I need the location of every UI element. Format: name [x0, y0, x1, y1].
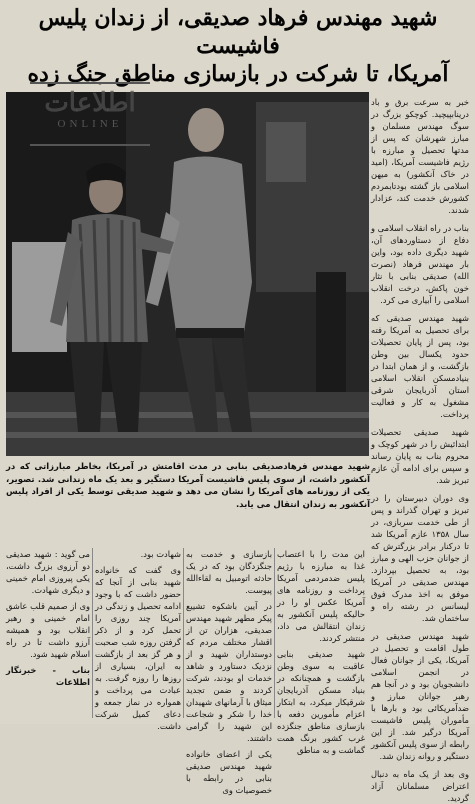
- column-1: [277, 548, 365, 755]
- news-photo: [6, 92, 369, 456]
- paragraph: شهید صدیقی بنابی عاقبت به سوی وطن بازگشت و همچنانکه در بنیاد مسکن آذربایجان شرقیکار میکرد، به ابتکار اعزام مأمورین دفعه با بازسازی مناطق جنگزده غرب کشور برنگ همت گماشت و به مناطق: [277, 649, 365, 755]
- headline-line-1: شهید مهندس فرهاد صدیقی، از زندان پلیس فاشیست: [38, 5, 438, 59]
- paragraph: بازسازی و خدمت به جنگزدگان بود که در یک حادثه اتومبیل به لقاءالله پیوست.: [186, 549, 272, 595]
- paragraph: وی دوران دبیرستان را در تبریز و تهران گذراند و پس از طی خدمت سربازی، در سال ۱۳۵۸ عازم آمریکا شد تا درکنار برادر بزرگترش که از جوانان حزب الهی و مبارز بود، به تحصیل بپردازد. مهندس صدیقی در آمریکا موفق به اخذ مدرک فوق لیسانس در رشته راه و ساختمان شد.: [371, 493, 469, 623]
- logo-text: اطلاعات: [44, 88, 136, 118]
- paragraph: وی از صمیم قلب عاشق امام خمینی و رهبر انقلاب بود و همیشه آرزو داشت تا در راه اسلام شهید شود.: [6, 601, 90, 659]
- column-divider: [274, 548, 275, 718]
- watermark-logo: [30, 82, 150, 146]
- column-3: [95, 548, 181, 731]
- paragraph: شهادت بود.: [140, 549, 181, 559]
- headline-line-2: آمریکا، تا شرکت در بازسازی مناطق جنگ زده: [27, 61, 449, 87]
- paragraph: بناب در راه انقلاب اسلامی و دفاع از دستاوردهای آن، شهید دیگری داده بود، واین بار مهندس فرهاد (نصرت الله) صدیقی بنابی با نثار خون پاکش، درخت انقلاب اسلامی را آبیاری می کرد.: [371, 223, 469, 305]
- column-2: [186, 548, 272, 795]
- paragraph: می گوید : شهید صدیقی دو آرزوی بزرگ داشت، یکی پیروزی امام خمینی و دیگری شهادت.: [6, 549, 90, 595]
- paragraph: وی بعد از یک ماه به دنبال اعتراض مسلمانان آزاد گردید.: [371, 769, 469, 803]
- column-divider: [92, 548, 93, 718]
- paragraph: در آیین باشکوه تشییع پیکر مطهر شهید مهندس صدیقی، هزاران تن از اقشار مختلف مردم که دوستداران شهید و از نزدیک دستاورد و شاهد خدمات او بودند، شرکت کردند و ضمن تجدید میثاق با آرمانهای شهیدان خدا را شکر و شجاعت این شهید را گرامی داشتند.: [186, 601, 272, 743]
- paragraph: وی گفت که خانواده شهید بنابی از آنجا که حضور داشت که با وجود ادامه تحصیل و زندگی در آمریکا چند روزی را تحمل کرد و از ذکر گرفتن روزه شب صحبت و هر گز بعد از بازگشت به ایران، بسیاری از روزها را روزه گرفت. به عبادت می پرداخت و همواره در نماز جمعه و دعای کمیل شرکت داشت.: [95, 565, 181, 731]
- reporter-signature: بناب - خبرنگار اطلاعات: [6, 665, 90, 687]
- column-4: [6, 548, 90, 720]
- paragraph: شهید صدیقی تحصیلات ابتدائیش را در شهر کوچک و محروم بناب به پایان رساند و سپس برای ادامه آن عازم تبریز شد.: [371, 427, 469, 485]
- column-divider: [183, 548, 184, 718]
- paragraph: شهید مهندس صدیقی که برای تحصیل به آمریکا رفته بود، پس از پایان تحصیلات حدود یکسال بین وطن بازگشت، و از همان ابتدا در بنیادمسکن انقلاب اسلامی استان آذربایجان شرقی مشغول به کار و فعالیت پرداخت.: [371, 313, 469, 419]
- paragraph: خبر به سرعت برق و باد درینابپیچید. کوچکو بزرگ در سوگ مهندس مسلمان و مبارز شهرشان که پس از مدتها تحصیل و مبارزه با رژیم فاشیست آمریکا، (امید در خاک آنکشور) به میهن اسلامی باز گشته بودتابمردم کشورش خدمت کند، عزادار شدند.: [371, 97, 469, 215]
- paragraph: یکی از اعضای خانواده شهید مهندس صدیقی بنابی در رابطه با خصوصیات وی: [186, 749, 272, 795]
- right-column: [371, 96, 469, 803]
- photo-caption: شهید مهندس فرهادصدیقی بنابی در مدت اقامتش در آمریکا، بخاطر مبارزاتی که در آنکشور داشت، از سوی پلیس فاشیست آمریکا دستگیر و بعد یک ماه زندانی شد. تصویر، یکی از روزنامه های آمریکا را نشان می دهد و شهید صدیقی توسط یکی از افراد پلیس آنکشور به زندان انتقال می یابد.: [6, 462, 370, 510]
- headline: [9, 4, 467, 88]
- paragraph: این مدت را با اعتصاب غذا به مبارزه با رژیم پلیس ضدمردمی آمریکا پرداخت و روزنامه های آمریکا عکس او را در حالیکه پلیس آنکشور به زندان انتقالش می داد، منتشر کردند.: [277, 549, 365, 643]
- paragraph: شهید مهندس صدیقی در طول اقامت و تحصیل در آمریکا، یکی از جوانان فعال در انجمن اسلامی دانشجویان بود و در آنجا هم رهبر جوانان مبارز و ضدآمریکائی بود و بارها با مأموران پلیس فاشیست آمریکا درگیر شد. از این رابطه از سوی پلیس آنکشور دستگیر و روانه زندان شد.: [371, 631, 469, 761]
- photo-illustration: [6, 92, 369, 456]
- logo-subtitle: ONLINE: [57, 118, 123, 130]
